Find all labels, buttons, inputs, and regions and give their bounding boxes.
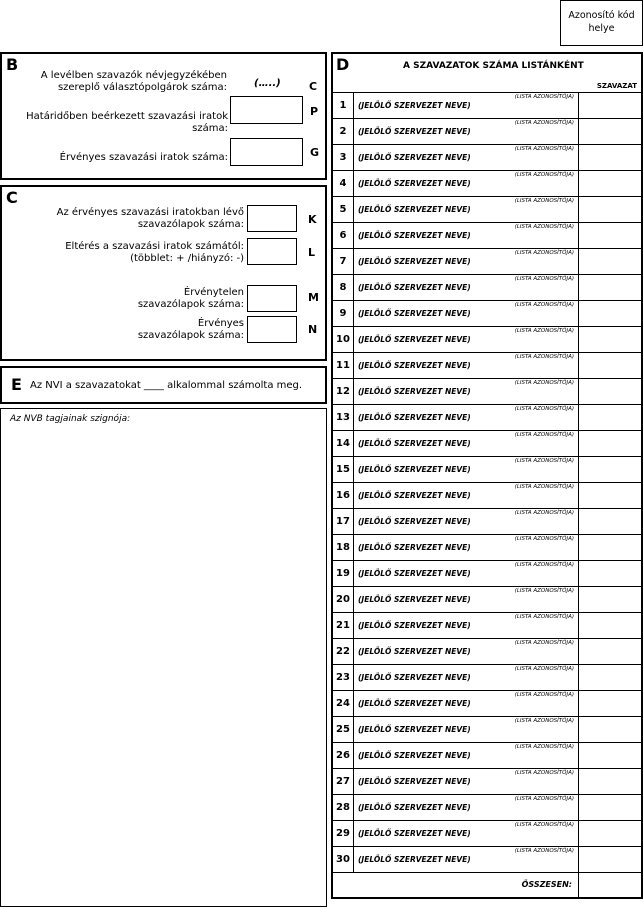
b-received-label: Határidőben beérkezett szavazási iratok száma:	[26, 111, 228, 134]
id-code-box	[560, 0, 643, 46]
vote-count-cell[interactable]	[578, 93, 642, 118]
vote-count-cell[interactable]	[578, 743, 642, 768]
section-e	[0, 366, 327, 404]
list-id: (LISTA AZONOSÍTÓJA)	[514, 328, 574, 334]
vote-count-cell[interactable]	[578, 561, 642, 586]
c-ballots-input[interactable]	[247, 205, 297, 232]
nominating-org-name: (JELÖLŐ SZERVEZET NEVE)	[358, 465, 471, 474]
list-row	[333, 430, 642, 456]
nominating-org-name: (JELÖLŐ SZERVEZET NEVE)	[358, 179, 471, 188]
list-row	[333, 482, 642, 508]
nominating-org-name: (JELÖLŐ SZERVEZET NEVE)	[358, 231, 471, 240]
vote-count-cell[interactable]	[578, 249, 642, 274]
list-row	[333, 404, 642, 430]
vote-count-cell[interactable]	[578, 821, 642, 846]
row-number: 3	[333, 145, 354, 170]
vote-count-cell[interactable]	[578, 847, 642, 872]
list-id: (LISTA AZONOSÍTÓJA)	[514, 718, 574, 724]
nominating-org-name: (JELÖLŐ SZERVEZET NEVE)	[358, 803, 471, 812]
vote-count-cell[interactable]	[578, 379, 642, 404]
vote-count-cell[interactable]	[578, 691, 642, 716]
nominating-org-name: (JELÖLŐ SZERVEZET NEVE)	[358, 569, 471, 578]
nominating-org-name: (JELÖLŐ SZERVEZET NEVE)	[358, 101, 471, 110]
list-row	[333, 664, 642, 690]
c-invalid-input[interactable]	[247, 285, 297, 312]
signature-box	[0, 408, 327, 907]
row-number: 23	[333, 665, 354, 690]
list-id: (LISTA AZONOSÍTÓJA)	[514, 822, 574, 828]
b-voters-value: (…..)	[254, 78, 281, 89]
b-code-p: P	[310, 105, 319, 118]
list-id: (LISTA AZONOSÍTÓJA)	[514, 692, 574, 698]
section-b	[0, 52, 327, 180]
nominating-org-name: (JELÖLŐ SZERVEZET NEVE)	[358, 387, 471, 396]
list-id: (LISTA AZONOSÍTÓJA)	[514, 94, 574, 100]
list-row	[333, 378, 642, 404]
vote-count-cell[interactable]	[578, 587, 642, 612]
nominating-org-name: (JELÖLŐ SZERVEZET NEVE)	[358, 699, 471, 708]
nominating-org-name: (JELÖLŐ SZERVEZET NEVE)	[358, 491, 471, 500]
vote-count-cell[interactable]	[578, 119, 642, 144]
section-d	[331, 52, 643, 899]
nominating-org-name: (JELÖLŐ SZERVEZET NEVE)	[358, 777, 471, 786]
list-id: (LISTA AZONOSÍTÓJA)	[514, 198, 574, 204]
list-row	[333, 742, 642, 768]
row-number: 13	[333, 405, 354, 430]
b-code-c: C	[309, 80, 318, 93]
vote-count-cell[interactable]	[578, 145, 642, 170]
list-row	[333, 716, 642, 742]
list-id: (LISTA AZONOSÍTÓJA)	[514, 432, 574, 438]
c-difference-label: Eltérés a szavazási iratok számától: (többlet: + /hiányzó: -)	[65, 241, 244, 264]
list-id: (LISTA AZONOSÍTÓJA)	[514, 354, 574, 360]
nominating-org-name: (JELÖLŐ SZERVEZET NEVE)	[358, 673, 471, 682]
list-id: (LISTA AZONOSÍTÓJA)	[514, 640, 574, 646]
nominating-org-name: (JELÖLŐ SZERVEZET NEVE)	[358, 543, 471, 552]
nominating-org-name: (JELÖLŐ SZERVEZET NEVE)	[358, 621, 471, 630]
list-id: (LISTA AZONOSÍTÓJA)	[514, 302, 574, 308]
vote-count-cell[interactable]	[578, 431, 642, 456]
row-number: 16	[333, 483, 354, 508]
vote-count-cell[interactable]	[578, 275, 642, 300]
list-id: (LISTA AZONOSÍTÓJA)	[514, 848, 574, 854]
section-d-letter: D	[336, 55, 350, 74]
list-row	[333, 768, 642, 794]
signature-label: Az NVB tagjainak szignója:	[10, 414, 131, 424]
total-vote-cell[interactable]	[578, 873, 642, 897]
vote-count-cell[interactable]	[578, 795, 642, 820]
nominating-org-name: (JELÖLŐ SZERVEZET NEVE)	[358, 153, 471, 162]
list-id: (LISTA AZONOSÍTÓJA)	[514, 510, 574, 516]
row-number: 10	[333, 327, 354, 352]
nominating-org-name: (JELÖLŐ SZERVEZET NEVE)	[358, 309, 471, 318]
section-c-letter: C	[6, 188, 18, 207]
vote-count-cell[interactable]	[578, 457, 642, 482]
vote-count-cell[interactable]	[578, 171, 642, 196]
nominating-org-name: (JELÖLŐ SZERVEZET NEVE)	[358, 205, 471, 214]
list-row	[333, 508, 642, 534]
b-valid-docs-input[interactable]	[230, 138, 303, 166]
list-row	[333, 144, 642, 170]
c-code-n: N	[308, 323, 318, 336]
row-number: 19	[333, 561, 354, 586]
c-invalid-label: Érvénytelen szavazólapok száma:	[137, 287, 244, 310]
nominating-org-name: (JELÖLŐ SZERVEZET NEVE)	[358, 829, 471, 838]
vote-count-cell[interactable]	[578, 483, 642, 508]
list-id: (LISTA AZONOSÍTÓJA)	[514, 224, 574, 230]
total-label: ÖSSZESEN:	[521, 880, 572, 889]
list-row	[333, 534, 642, 560]
list-row	[333, 690, 642, 716]
list-row	[333, 612, 642, 638]
b-received-input[interactable]	[230, 96, 303, 124]
list-row	[333, 326, 642, 352]
list-id: (LISTA AZONOSÍTÓJA)	[514, 536, 574, 542]
list-row	[333, 170, 642, 196]
row-number: 1	[333, 93, 354, 118]
vote-count-cell[interactable]	[578, 353, 642, 378]
vote-count-cell[interactable]	[578, 665, 642, 690]
list-row	[333, 196, 642, 222]
row-number: 24	[333, 691, 354, 716]
nominating-org-name: (JELÖLŐ SZERVEZET NEVE)	[358, 725, 471, 734]
b-voters-label: A levélben szavazók névjegyzékében szereplő választópolgárok száma:	[40, 70, 227, 93]
row-number: 28	[333, 795, 354, 820]
c-ballots-label: Az érvényes szavazási iratokban lévő szavazólapok száma:	[56, 207, 244, 230]
c-code-l: L	[308, 246, 316, 259]
list-id: (LISTA AZONOSÍTÓJA)	[514, 172, 574, 178]
list-row	[333, 456, 642, 482]
list-id: (LISTA AZONOSÍTÓJA)	[514, 744, 574, 750]
d-rows	[333, 92, 642, 897]
section-e-letter: E	[11, 375, 22, 394]
list-row	[333, 92, 642, 118]
c-code-m: M	[308, 291, 319, 304]
nominating-org-name: (JELÖLŐ SZERVEZET NEVE)	[358, 751, 471, 760]
list-id: (LISTA AZONOSÍTÓJA)	[514, 588, 574, 594]
list-row	[333, 300, 642, 326]
section-c	[0, 185, 327, 361]
list-row	[333, 794, 642, 820]
c-valid-label: Érvényes szavazólapok száma:	[137, 318, 244, 341]
row-number: 5	[333, 197, 354, 222]
row-number: 11	[333, 353, 354, 378]
list-id: (LISTA AZONOSÍTÓJA)	[514, 666, 574, 672]
c-valid-input[interactable]	[247, 316, 297, 343]
row-number: 6	[333, 223, 354, 248]
total-row	[333, 872, 642, 897]
row-number: 30	[333, 847, 354, 872]
row-number: 7	[333, 249, 354, 274]
nominating-org-name: (JELÖLŐ SZERVEZET NEVE)	[358, 127, 471, 136]
row-number: 18	[333, 535, 354, 560]
row-number: 22	[333, 639, 354, 664]
row-number: 29	[333, 821, 354, 846]
nominating-org-name: (JELÖLŐ SZERVEZET NEVE)	[358, 855, 471, 864]
vote-count-cell[interactable]	[578, 197, 642, 222]
nominating-org-name: (JELÖLŐ SZERVEZET NEVE)	[358, 335, 471, 344]
list-row	[333, 820, 642, 846]
vote-count-cell[interactable]	[578, 717, 642, 742]
list-id: (LISTA AZONOSÍTÓJA)	[514, 458, 574, 464]
b-valid-docs-label: Érvényes szavazási iratok száma:	[59, 152, 228, 163]
list-row	[333, 638, 642, 664]
list-row	[333, 248, 642, 274]
row-number: 20	[333, 587, 354, 612]
list-id: (LISTA AZONOSÍTÓJA)	[514, 406, 574, 412]
list-id: (LISTA AZONOSÍTÓJA)	[514, 484, 574, 490]
list-id: (LISTA AZONOSÍTÓJA)	[514, 614, 574, 620]
vote-count-cell[interactable]	[578, 769, 642, 794]
row-number: 25	[333, 717, 354, 742]
section-b-letter: B	[6, 55, 19, 74]
list-row	[333, 846, 642, 872]
row-number: 26	[333, 743, 354, 768]
row-number: 12	[333, 379, 354, 404]
vote-count-cell[interactable]	[578, 613, 642, 638]
list-id: (LISTA AZONOSÍTÓJA)	[514, 562, 574, 568]
list-id: (LISTA AZONOSÍTÓJA)	[514, 796, 574, 802]
nominating-org-name: (JELÖLŐ SZERVEZET NEVE)	[358, 283, 471, 292]
nominating-org-name: (JELÖLŐ SZERVEZET NEVE)	[358, 439, 471, 448]
row-number: 4	[333, 171, 354, 196]
nominating-org-name: (JELÖLŐ SZERVEZET NEVE)	[358, 517, 471, 526]
list-id: (LISTA AZONOSÍTÓJA)	[514, 276, 574, 282]
row-number: 27	[333, 769, 354, 794]
list-id: (LISTA AZONOSÍTÓJA)	[514, 770, 574, 776]
nominating-org-name: (JELÖLŐ SZERVEZET NEVE)	[358, 595, 471, 604]
nominating-org-name: (JELÖLŐ SZERVEZET NEVE)	[358, 361, 471, 370]
d-title: A SZAVAZATOK SZÁMA LISTÁNKÉNT	[403, 61, 584, 71]
c-difference-input[interactable]	[247, 238, 297, 265]
list-row	[333, 222, 642, 248]
row-number: 17	[333, 509, 354, 534]
e-count-text: Az NVI a szavazatokat ____ alkalommal számolta meg.	[30, 380, 303, 391]
list-id: (LISTA AZONOSÍTÓJA)	[514, 146, 574, 152]
row-number: 15	[333, 457, 354, 482]
vote-count-cell[interactable]	[578, 327, 642, 352]
list-row	[333, 560, 642, 586]
row-number: 21	[333, 613, 354, 638]
vote-count-cell[interactable]	[578, 301, 642, 326]
id-code-label: Azonosító kód helye	[568, 10, 635, 34]
list-row	[333, 352, 642, 378]
list-id: (LISTA AZONOSÍTÓJA)	[514, 250, 574, 256]
row-number: 14	[333, 431, 354, 456]
b-code-g: G	[310, 146, 320, 159]
vote-count-cell[interactable]	[578, 535, 642, 560]
list-row	[333, 118, 642, 144]
nominating-org-name: (JELÖLŐ SZERVEZET NEVE)	[358, 257, 471, 266]
list-id: (LISTA AZONOSÍTÓJA)	[514, 120, 574, 126]
vote-count-cell[interactable]	[578, 639, 642, 664]
c-code-k: K	[308, 213, 317, 226]
row-number: 8	[333, 275, 354, 300]
vote-count-cell[interactable]	[578, 223, 642, 248]
vote-count-cell[interactable]	[578, 509, 642, 534]
d-col-header: SZAVAZAT	[596, 82, 637, 90]
nominating-org-name: (JELÖLŐ SZERVEZET NEVE)	[358, 413, 471, 422]
list-row	[333, 274, 642, 300]
vote-count-cell[interactable]	[578, 405, 642, 430]
nominating-org-name: (JELÖLŐ SZERVEZET NEVE)	[358, 647, 471, 656]
list-id: (LISTA AZONOSÍTÓJA)	[514, 380, 574, 386]
row-number: 2	[333, 119, 354, 144]
list-row	[333, 586, 642, 612]
row-number: 9	[333, 301, 354, 326]
